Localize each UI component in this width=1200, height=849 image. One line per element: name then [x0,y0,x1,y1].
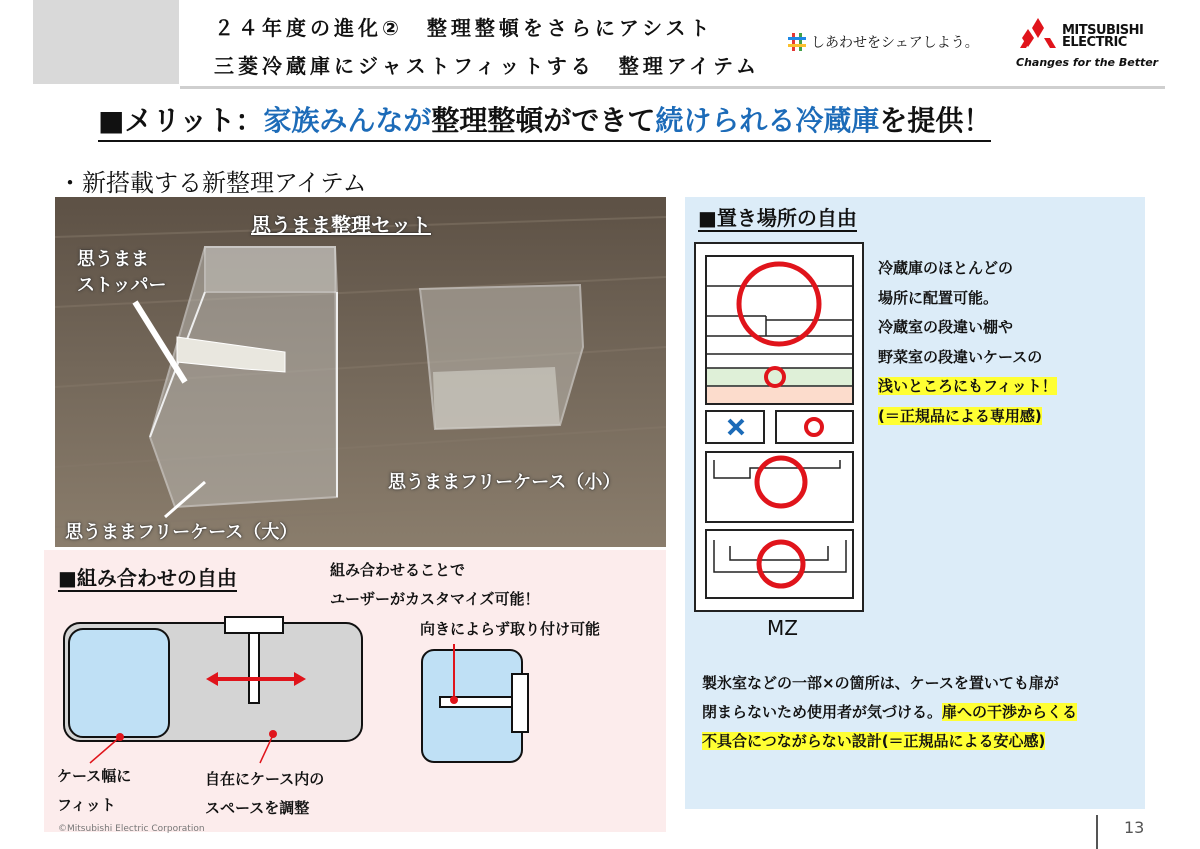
bullet-new-items: ・新搭載する新整理アイテム [58,169,367,197]
product-photo [55,197,666,547]
adjust-label-1: 自在にケース内の [205,770,325,788]
adjust-label-2: スペースを調整 [205,799,310,817]
merit-part-3: 続けられる冷蔵庫 [655,104,880,137]
case-large-label: 思うままフリーケース（大） [65,522,298,543]
small-case-shape [420,285,583,429]
merit-part-2: 整理整頓ができて [431,104,656,137]
fit-label-1: ケース幅に [57,767,132,785]
model-label: MZ [767,616,798,640]
header-divider [180,86,1165,89]
stopper-label-1: 思うまま [77,249,149,270]
direction-label: 向きによらず取り付け可能 [420,620,601,638]
placement-desc-2: 場所に配置可能。 [878,288,999,307]
placement-desc-4: 野菜室の段違いケースの [878,347,1043,366]
share-slogan [787,32,979,52]
brand-line-1: MITSUBISHI [1062,23,1144,38]
tagline: Changes for the Better [1016,56,1159,69]
page-number: 13 [1124,818,1145,837]
note-line-1: 製氷室などの一部×の箇所は、ケースを置いても扉が [702,674,1059,692]
placement-description [878,254,1057,431]
placement-highlight-2: (＝正規品による専用感) [878,406,1042,425]
placement-desc-1: 冷蔵庫のほとんどの [878,259,1014,277]
copyright: ©Mitsubishi Electric Corporation [58,824,205,834]
brand-line-2: ELECTRIC [1062,35,1127,50]
combination-heading: ■組み合わせの自由 [58,566,237,590]
placement-desc-3: 冷蔵室の段違い棚や [878,318,1014,336]
stopper-label-2: ストッパー [77,275,167,296]
placement-heading: ■置き場所の自由 [698,206,857,230]
note-line-3-highlight: 不具合につながらない設計(＝正規品による安心感) [702,732,1046,750]
note-line-2-highlight: 扉への干渉からくる [942,703,1078,721]
case-small-label: 思うままフリーケース（小） [388,472,621,493]
page-number-divider [1096,815,1098,849]
hashtag-icon [787,32,807,52]
set-title: 思うまま整理セット [251,213,431,237]
brand-name [1062,25,1143,49]
combination-desc-1: 組み合わせることで [330,561,466,579]
placement-highlight-1: 浅いところにもフィット！ [878,377,1057,395]
orientation-diagram [418,644,538,766]
combination-diagram [60,615,370,745]
header-gray-block [33,0,179,84]
title-line-1: ２４年度の進化② 整理整頓をさらにアシスト [214,16,714,40]
note-line-2-plain: 閉まらないため使用者が気づける。 [702,703,943,721]
fridge-diagram [694,242,866,614]
share-text: しあわせをシェアしよう。 [811,35,979,51]
title-line-2: 三菱冷蔵庫にジャストフィットする 整理アイテム [214,54,760,78]
three-diamonds-logo-icon [1016,18,1060,56]
merit-headline [98,104,991,142]
combination-desc-2: ユーザーがカスタマイズ可能！ [330,590,540,608]
fit-label-2: フィット [57,796,116,814]
merit-part-1: 家族みんなが [263,104,432,137]
merit-prefix: ■メリット： [98,104,264,137]
merit-part-4: を提供！ [879,104,992,137]
placement-note [702,669,1077,756]
